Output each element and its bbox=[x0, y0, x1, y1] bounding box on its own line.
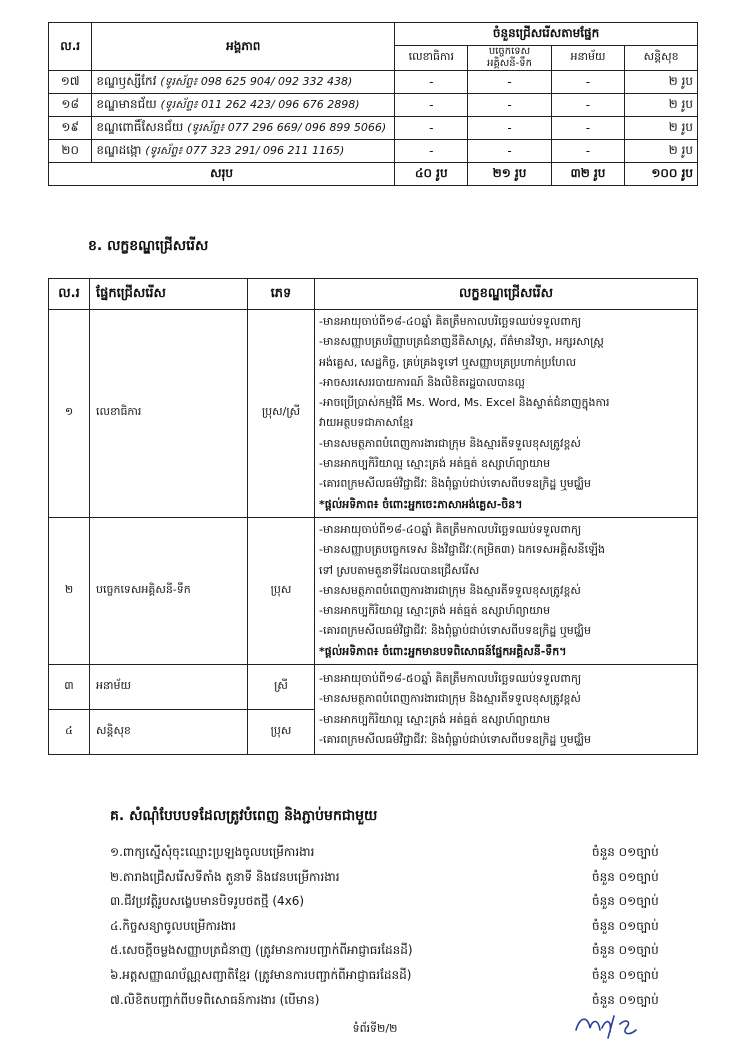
qualification-line: -មានសមត្ថភាពបំពេញការងារជាក្រុម និងស្មារតីទទួលខុសត្រូវខ្ពស់ bbox=[319, 436, 581, 450]
row-value: ២ រូប bbox=[625, 140, 698, 163]
row-unit bbox=[92, 117, 395, 140]
qualification-line: -គោរពក្រមសីលធម៌វិជ្ជាជីវៈ និងពុំធ្លាប់ជាប់ទោសពីបទឧក្រិដ្ឋ ឬមជ្ឈិម bbox=[319, 624, 592, 638]
row-unit bbox=[92, 140, 395, 163]
qualification-line: -អាចប្រើប្រាស់កម្មវិធី Ms. Word, Ms. Excel និងស្ទាត់ជំនាញក្នុងការ bbox=[319, 396, 610, 410]
required-documents-list bbox=[110, 840, 690, 1012]
row-sex: ប្រុស bbox=[248, 710, 315, 755]
table-row bbox=[49, 71, 698, 94]
header-col-technical: បច្ចេកទេស អគ្គិសនី-ទឹក bbox=[468, 46, 551, 71]
priority-note: *ផ្តល់អទិភាព៖ ចំពោះអ្នកមានបទពិសោធន៍ផ្នែកអគ្គិសនី-ទឹក។ bbox=[319, 644, 567, 658]
row-qualifications bbox=[315, 310, 698, 518]
shared-qualifications bbox=[315, 665, 698, 755]
table-header-row bbox=[49, 23, 698, 46]
row-unit bbox=[92, 94, 395, 117]
qualification-line: ទៅ ស្របតាមតួនាទីដែលបានជ្រើសរើស bbox=[319, 563, 480, 577]
row-value: - bbox=[551, 140, 625, 163]
total-row bbox=[49, 163, 698, 186]
document-name: ១.ពាក្យស្នើសុំចុះឈ្មោះប្រឡងចូលបម្រើការងារ bbox=[110, 845, 315, 859]
table-row bbox=[49, 94, 698, 117]
unit-phone: (ទូរស័ព្ទ៖ 098 625 904/ 092 332 438) bbox=[160, 75, 353, 88]
header-group: ចំនួនជ្រើសរើសតាមផ្នែក bbox=[395, 23, 698, 46]
row-dept: បច្ចេកទេសអគ្គិសនី-ទឹក bbox=[90, 517, 248, 664]
row-value: - bbox=[468, 140, 551, 163]
row-no: ២ bbox=[49, 517, 90, 664]
qualification-line: -មានអាយុចាប់ពី១៨-៥០ឆ្នាំ គិតត្រឹមកាលបរិច្ឆេទឈប់ទទួលពាក្យ bbox=[319, 671, 582, 685]
row-value: - bbox=[468, 117, 551, 140]
qualification-line: -មានអាយុចាប់ពី១៨-៤០ឆ្នាំ គិតត្រឹមកាលបរិច្ឆេទឈប់ទទួលពាក្យ bbox=[319, 522, 582, 536]
row-value: - bbox=[551, 94, 625, 117]
document-name: ៣.ជីវប្រវត្តិរូបសង្ខេបមានបិទរូបថតថ្មី (4x6) bbox=[110, 894, 305, 909]
document-qty: ចំនួន ០១ច្បាប់ bbox=[592, 918, 659, 933]
section-c-title: គ. សំណុំបែបបទដែលត្រូវបំពេញ និងភ្ជាប់មកជាមួយ bbox=[110, 808, 378, 824]
header-dept: ផ្នែកជ្រើសរើស bbox=[90, 279, 248, 310]
row-value: - bbox=[551, 117, 625, 140]
list-item bbox=[110, 914, 690, 939]
header-col-secretary: លេខាធិការ bbox=[395, 46, 468, 71]
row-value: - bbox=[468, 94, 551, 117]
document-name: ៧.លិខិតបញ្ជាក់ពីបទពិសោធន៍ការងារ (បើមាន) bbox=[110, 992, 320, 1007]
unit-name: ខណ្ឌមានជ័យ bbox=[96, 97, 157, 111]
header-unit: អង្គភាព bbox=[92, 23, 395, 71]
row-value: - bbox=[395, 94, 468, 117]
document-name: ៤.កិច្ចសន្យាចូលបម្រើការងារ bbox=[110, 918, 236, 933]
qualification-line: -មានសមត្ថភាពបំពេញការងារជាក្រុម និងស្មារតីទទួលខុសត្រូវខ្ពស់ bbox=[319, 583, 581, 597]
row-value: ២ រូប bbox=[625, 71, 698, 94]
total-label: សរុប bbox=[49, 163, 395, 186]
list-item bbox=[110, 865, 690, 890]
total-value: ៤០ រូប bbox=[395, 163, 468, 186]
qualification-line: -គោរពក្រមសីលធម៌វិជ្ជាជីវៈ និងពុំធ្លាប់ជាប់ទោសពីបទឧក្រិដ្ឋ ឬមជ្ឈិម bbox=[319, 732, 592, 746]
row-sex: ប្រុស/ស្រី bbox=[248, 310, 315, 518]
row-no: ១ bbox=[49, 310, 90, 518]
table-row bbox=[49, 517, 698, 664]
unit-phone: (ទូរស័ព្ទ៖ 077 296 669/ 096 899 5066) bbox=[187, 121, 387, 134]
page-number: ទំព័រទី២/២ bbox=[352, 1022, 398, 1035]
row-no: ១៨ bbox=[49, 94, 92, 117]
row-value: ២ រូប bbox=[625, 94, 698, 117]
qualification-line: -អាចសរសេររបាយការណ៍ និងលិខិតរដ្ឋបាលបានល្អ bbox=[319, 375, 525, 389]
row-value: - bbox=[395, 140, 468, 163]
document-name: ២.តារាងជ្រើសរើសទីតាំង តួនាទី និងវេនបម្រើការងារ bbox=[110, 869, 340, 884]
row-no: ១៩ bbox=[49, 117, 92, 140]
row-no: ១៧ bbox=[49, 71, 92, 94]
row-dept: អនាម័យ bbox=[90, 665, 248, 710]
document-name: ៥.សេចក្តីចម្លងសញ្ញាបត្រជំនាញ (ត្រូវមានការបញ្ជាក់ពីអាជ្ញាធរដែនដី) bbox=[110, 943, 413, 958]
unit-phone: (ទូរស័ព្ទ៖ 011 262 423/ 096 676 2898) bbox=[160, 98, 360, 111]
header-sex: ភេទ bbox=[248, 279, 315, 310]
row-value: - bbox=[468, 71, 551, 94]
list-item bbox=[110, 963, 690, 988]
qualification-line: -មានអាកប្បកិរិយាល្អ ស្មោះត្រង់ អត់ធ្មត់ ឧស្សាហ៍ព្យាយាម bbox=[319, 712, 551, 726]
qualification-line: -មានសមត្ថភាពបំពេញការងារជាក្រុម និងស្មារតីទទួលខុសត្រូវខ្ពស់ bbox=[319, 692, 581, 706]
table-row bbox=[49, 117, 698, 140]
row-dept: សន្តិសុខ bbox=[90, 710, 248, 755]
document-qty: ចំនួន ០១ច្បាប់ bbox=[592, 869, 659, 884]
row-qualifications bbox=[315, 517, 698, 664]
section-b-title: ខ. លក្ខខណ្ឌជ្រើសរើស bbox=[88, 238, 209, 254]
list-item bbox=[110, 938, 690, 963]
header-no: ល.រ bbox=[49, 279, 90, 310]
document-qty: ចំនួន ០១ច្បាប់ bbox=[592, 845, 659, 859]
document-qty: ចំនួន ០១ច្បាប់ bbox=[592, 943, 659, 958]
row-value: - bbox=[395, 117, 468, 140]
priority-note: *ផ្តល់អទិភាព៖ ចំពោះអ្នកចេះភាសាអង់គ្លេស-ចិន។ bbox=[319, 497, 523, 511]
unit-phone: (ទូរស័ព្ទ៖ 077 323 291/ 096 211 1165) bbox=[145, 144, 345, 157]
row-sex: ប្រុស bbox=[248, 517, 315, 664]
unit-name: ខណ្ឌពោធិ៍សែនជ័យ bbox=[96, 120, 184, 134]
row-dept: លេខាធិការ bbox=[90, 310, 248, 518]
row-no: ២០ bbox=[49, 140, 92, 163]
table-row bbox=[49, 665, 698, 710]
row-unit bbox=[92, 71, 395, 94]
unit-name: ខណ្ឌឫស្សីកែវ bbox=[96, 74, 157, 88]
header-qual: លក្ខខណ្ឌជ្រើសរើស bbox=[315, 279, 698, 310]
row-no: ៤ bbox=[49, 710, 90, 755]
qualification-line: -មានអាកប្បកិរិយាល្អ ស្មោះត្រង់ អត់ធ្មត់ ឧស្សាហ៍ព្យាយាម bbox=[319, 604, 551, 618]
total-value: ២១ រូប bbox=[468, 163, 551, 186]
table-row bbox=[49, 310, 698, 518]
row-value: ២ រូប bbox=[625, 117, 698, 140]
signature-mark bbox=[570, 1010, 670, 1040]
total-value: ១០០ រូប bbox=[625, 163, 698, 186]
row-value: - bbox=[551, 71, 625, 94]
header-no: ល.រ bbox=[49, 23, 92, 71]
row-sex: ស្រី bbox=[248, 665, 315, 710]
list-item bbox=[110, 988, 690, 1013]
document-qty: ចំនួន ០១ច្បាប់ bbox=[592, 992, 659, 1007]
document-qty: ចំនួន ០១ច្បាប់ bbox=[592, 967, 659, 982]
qualification-line: -មានសញ្ញាបត្របច្ចេកទេស និងវិជ្ជាជីវៈ(កម្រិត៣) ឯកទេសអគ្គិសនីឡើង bbox=[319, 543, 605, 557]
qualification-line: -មានអាកប្បកិរិយាល្អ ស្មោះត្រង់ អត់ធ្មត់ ឧស្សាហ៍ព្យាយាម bbox=[319, 457, 551, 471]
document-qty: ចំនួន ០១ច្បាប់ bbox=[592, 894, 659, 909]
unit-name: ខណ្ឌដង្កោ bbox=[96, 143, 142, 157]
qualification-line: -គោរពក្រមសីលធម៌វិជ្ជាជីវៈ និងពុំធ្លាប់ជាប់ទោសពីបទឧក្រិដ្ឋ ឬមជ្ឈិម bbox=[319, 477, 592, 491]
document-name: ៦.អត្តសញ្ញាណប័ណ្ណសញ្ជាតិខ្មែរ (ត្រូវមានការបញ្ជាក់ពីអាជ្ញាធរដែនដី) bbox=[110, 967, 412, 982]
header-col-security: សន្តិសុខ bbox=[625, 46, 698, 71]
recruitment-count-table bbox=[48, 22, 698, 186]
table-header-row bbox=[49, 279, 698, 310]
header-col-hygiene: អនាម័យ bbox=[551, 46, 625, 71]
row-no: ៣ bbox=[49, 665, 90, 710]
total-value: ៣២ រូប bbox=[551, 163, 625, 186]
list-item bbox=[110, 889, 690, 914]
table-row bbox=[49, 140, 698, 163]
qualification-line: វាយអត្ថបទជាភាសាខ្មែរ bbox=[319, 416, 414, 430]
qualification-line: អង់គ្លេស, សេដ្ឋកិច្ច, គ្រប់គ្រងទូទៅ ឬសញ្ញាបត្រប្រហាក់ប្រហែល bbox=[319, 355, 577, 369]
qualification-table bbox=[48, 278, 698, 755]
qualification-line: -មានសញ្ញាបត្របរិញ្ញាបត្រជំនាញនីតិសាស្ត្រ, ព័ត៌មានវិទ្យា, អក្សរសាស្ត្រ bbox=[319, 335, 604, 349]
row-value: - bbox=[395, 71, 468, 94]
qualification-line: -មានអាយុចាប់ពី១៨-៤០ឆ្នាំ គិតត្រឹមកាលបរិច្ឆេទឈប់ទទួលពាក្យ bbox=[319, 315, 582, 328]
list-item bbox=[110, 840, 690, 865]
